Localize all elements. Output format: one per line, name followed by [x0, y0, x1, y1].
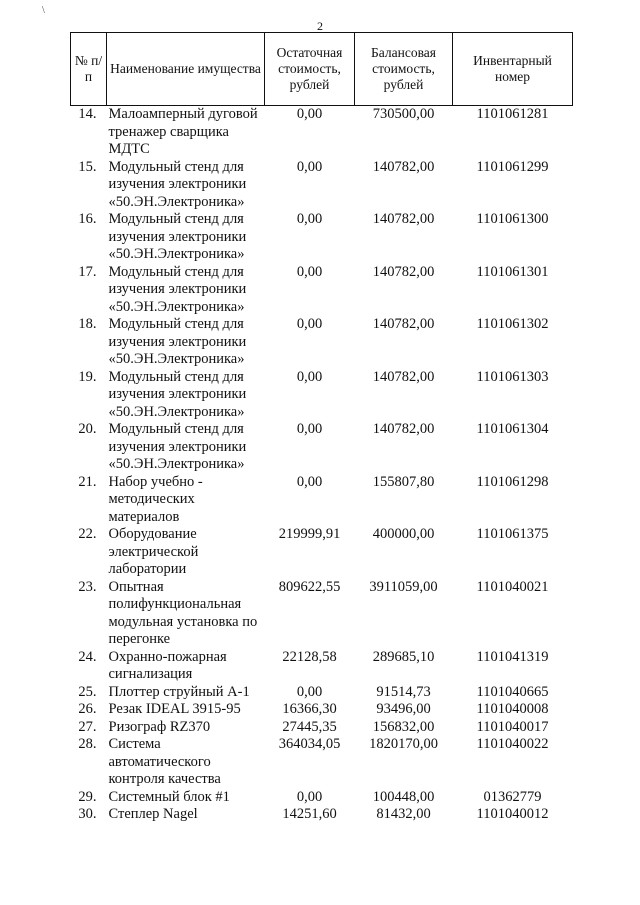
- table-row: [71, 474, 573, 527]
- cell-balance: 730500,00: [372, 106, 435, 122]
- cell-num: 19.: [78, 368, 97, 385]
- table-row: [71, 684, 573, 702]
- cell-balance: 140782,00: [372, 368, 435, 385]
- cell-residual: 0,00: [296, 106, 323, 122]
- cell-name: Модульный стенд для изучения электроники «50.ЭН.Электроника»: [108, 211, 247, 262]
- cell-inventory: 1101041319: [476, 648, 549, 665]
- cell-name: Ризограф RZ370: [108, 718, 211, 735]
- table-row: [71, 719, 573, 737]
- cell-num: 20.: [78, 421, 97, 437]
- table-row: [71, 526, 573, 579]
- cell-residual: 0,00: [296, 263, 323, 280]
- cell-name: Набор учебно - методических материалов: [108, 473, 203, 525]
- cell-inventory: 01362779: [483, 788, 542, 805]
- table-row: [71, 316, 573, 369]
- cell-num: 17.: [78, 263, 97, 280]
- cell-name: Модульный стенд для изучения электроники «50.ЭН.Электроника»: [108, 368, 247, 420]
- cell-balance: 1820170,00: [369, 736, 438, 752]
- table-body: [71, 106, 573, 824]
- cell-name: Модульный стенд для изучения электроники «50.ЭН.Электроника»: [108, 158, 247, 210]
- cell-residual: 0,00: [296, 368, 323, 385]
- cell-residual: 0,00: [296, 316, 323, 332]
- cell-num: 23.: [78, 578, 97, 595]
- table-row: [71, 806, 573, 824]
- header-inventory: Инвентарный номер: [453, 33, 573, 106]
- cell-name: Резак IDEAL 3915-95: [108, 701, 241, 717]
- table-row: [71, 106, 573, 159]
- cell-balance: 3911059,00: [369, 578, 438, 595]
- cell-num: 22.: [78, 526, 97, 542]
- table-row: [71, 211, 573, 264]
- cell-inventory: 1101061300: [476, 211, 549, 227]
- cell-inventory: 1101040017: [476, 718, 549, 735]
- cell-num: 24.: [78, 648, 97, 665]
- table-row: [71, 159, 573, 212]
- cell-num: 18.: [78, 316, 97, 332]
- cell-inventory: 1101040012: [476, 806, 549, 822]
- cell-balance: 100448,00: [372, 788, 435, 805]
- cell-balance: 91514,73: [376, 683, 431, 700]
- cell-residual: 0,00: [296, 788, 323, 805]
- cell-balance: 140782,00: [372, 158, 435, 175]
- cell-balance: 93496,00: [376, 701, 431, 717]
- cell-residual: 0,00: [296, 421, 323, 437]
- cell-num: 15.: [78, 158, 97, 175]
- header-name: Наименование имущества: [107, 33, 265, 106]
- cell-inventory: 1101061304: [476, 421, 549, 437]
- header-residual: Остаточная стоимость, рублей: [265, 33, 355, 106]
- table-row: [71, 369, 573, 422]
- cell-inventory: 1101061303: [476, 368, 549, 385]
- cell-name: Плоттер струйный А-1: [108, 683, 250, 700]
- table-row: [71, 264, 573, 317]
- cell-name: Малоамперный дуговой тренажер сварщика МДТС: [108, 106, 258, 157]
- cell-name: Модульный стенд для изучения электроники «50.ЭН.Электроника»: [108, 263, 247, 315]
- cell-num: 27.: [78, 718, 97, 735]
- cell-num: 30.: [78, 806, 97, 822]
- cell-balance: 289685,10: [372, 648, 435, 665]
- table-row: [71, 701, 573, 719]
- cell-residual: 27445,35: [282, 718, 337, 735]
- cell-residual: 809622,55: [278, 578, 341, 595]
- cell-residual: 0,00: [296, 683, 323, 700]
- cell-residual: 16366,30: [282, 701, 337, 717]
- cell-residual: 0,00: [296, 158, 323, 175]
- cell-balance: 140782,00: [372, 421, 435, 437]
- cell-inventory: 1101040021: [476, 578, 549, 595]
- cell-balance: 156832,00: [372, 718, 435, 735]
- cell-name: Модульный стенд для изучения электроники «50.ЭН.Электроника»: [108, 316, 247, 367]
- cell-num: 26.: [78, 701, 97, 717]
- cell-num: 28.: [78, 736, 97, 752]
- cell-residual: 364034,05: [278, 736, 341, 752]
- page-number: 2: [317, 19, 323, 33]
- cell-residual: 22128,58: [282, 648, 337, 665]
- cell-inventory: 1101061281: [476, 106, 549, 122]
- cell-residual: 219999,91: [278, 526, 341, 542]
- table-row: [71, 579, 573, 649]
- header-num: № п/п: [71, 33, 107, 106]
- cell-name: Опытная полифункциональная модульная установка по перегонке: [108, 578, 258, 647]
- cell-residual: 0,00: [296, 473, 323, 490]
- cell-balance: 81432,00: [376, 806, 431, 822]
- cell-num: 14.: [78, 106, 97, 122]
- table-row: [71, 736, 573, 789]
- cell-inventory: 1101061299: [476, 158, 549, 175]
- cell-inventory: 1101061298: [476, 473, 549, 490]
- cell-residual: 14251,60: [282, 806, 337, 822]
- table-row: [71, 649, 573, 684]
- cell-num: 16.: [78, 211, 97, 227]
- cell-name: Модульный стенд для изучения электроники «50.ЭН.Электроника»: [108, 421, 247, 472]
- cell-balance: 140782,00: [372, 316, 435, 332]
- cell-inventory: 1101040665: [476, 683, 549, 700]
- table-header-row: [71, 33, 573, 106]
- cell-num: 25.: [78, 683, 97, 700]
- cell-balance: 140782,00: [372, 263, 435, 280]
- cell-inventory: 1101061375: [476, 526, 549, 542]
- cell-name: Оборудование электрической лаборатории: [108, 526, 199, 577]
- cell-inventory: 1101061302: [476, 316, 549, 332]
- table-row: [71, 789, 573, 807]
- cell-inventory: 1101040022: [476, 736, 549, 752]
- cell-balance: 400000,00: [372, 526, 435, 542]
- cell-balance: 140782,00: [372, 211, 435, 227]
- cell-name: Системный блок #1: [108, 788, 230, 805]
- cell-inventory: 1101040008: [476, 701, 549, 717]
- cell-residual: 0,00: [296, 211, 323, 227]
- corner-mark: \: [42, 5, 45, 16]
- cell-num: 29.: [78, 788, 97, 805]
- property-table: [70, 32, 573, 824]
- cell-name: Охранно-пожарная сигнализация: [108, 648, 227, 682]
- cell-name: Степлер Nagel: [108, 806, 198, 822]
- header-balance: Балансовая стоимость, рублей: [355, 33, 453, 106]
- cell-name: Система автоматического контроля качества: [108, 736, 221, 787]
- cell-inventory: 1101061301: [476, 263, 549, 280]
- cell-num: 21.: [78, 473, 97, 490]
- cell-balance: 155807,80: [372, 473, 435, 490]
- table-row: [71, 421, 573, 474]
